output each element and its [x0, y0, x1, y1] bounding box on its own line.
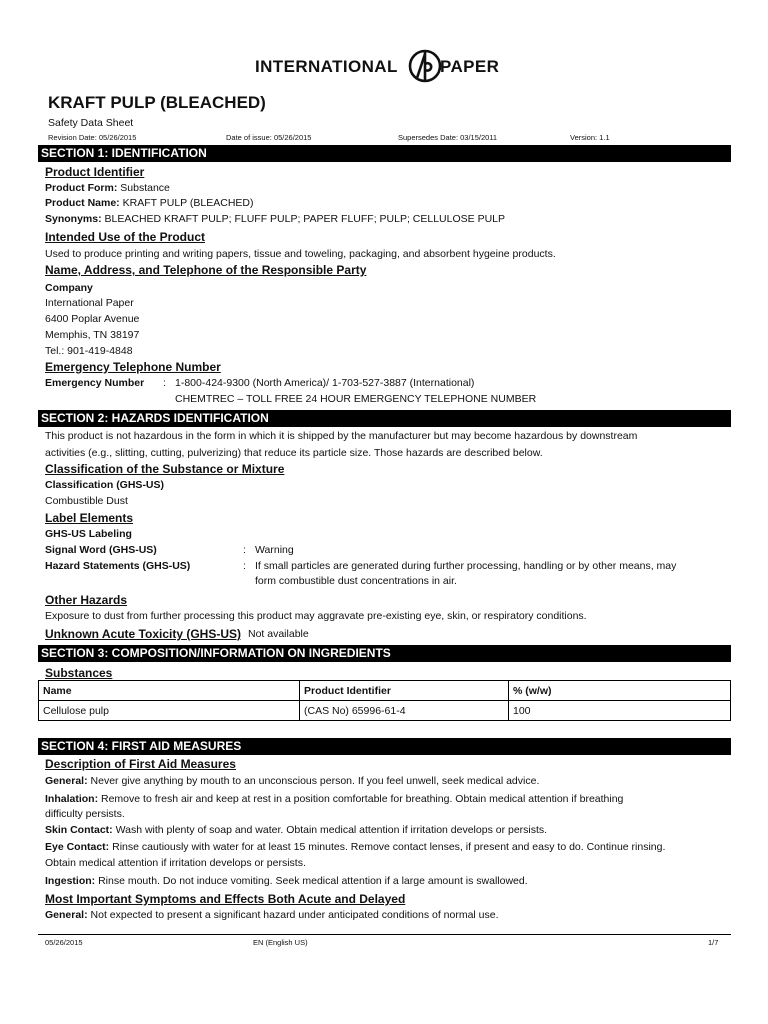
synonyms: Synonyms: BLEACHED KRAFT PULP; FLUFF PULP; PAPER FLUFF; PULP; CELLULOSE PULP	[45, 213, 506, 225]
first-aid-inhalation: Inhalation: Remove to fresh air and keep at rest in a position comfortable for breathing. Obtain medical attention if breathing	[45, 793, 624, 805]
ghs-labeling: GHS-US Labeling	[45, 528, 132, 540]
colon-separator: :	[163, 377, 166, 389]
section-3-header: SECTION 3: COMPOSITION/INFORMATION ON INGREDIENTS	[38, 645, 731, 662]
first-aid-eye-cont: Obtain medical attention if irritation develops or persists.	[45, 857, 306, 869]
logo-emblem-icon	[408, 46, 442, 86]
emergency-desc: CHEMTREC – TOLL FREE 24 HOUR EMERGENCY TELEPHONE NUMBER	[175, 393, 537, 405]
hazard-statement: If small particles are generated during further processing, handling or by other means, may	[255, 560, 677, 572]
signal-word-label: Signal Word (GHS-US)	[45, 544, 157, 556]
company-line: International Paper	[45, 297, 134, 309]
intended-use-text: Used to produce printing and writing papers, tissue and toweling, packaging, and absorbent hygeine products.	[45, 248, 556, 260]
symptoms-heading: Most Important Symptoms and Effects Both Acute and Delayed	[45, 892, 406, 906]
first-aid-skin: Skin Contact: Wash with plenty of soap and water. Obtain medical attention if irritation develops or persists.	[45, 824, 548, 836]
company-label: Company	[45, 282, 93, 294]
section-2-header: SECTION 2: HAZARDS IDENTIFICATION	[38, 410, 731, 427]
logo-text-paper: PAPER	[440, 57, 500, 76]
first-aid-general: General: Never give anything by mouth to an unconscious person. If you feel unwell, seek medical advice.	[45, 775, 540, 787]
substances-heading: Substances	[45, 666, 113, 680]
emergency-heading: Emergency Telephone Number	[45, 360, 221, 374]
other-hazards-heading: Other Hazards	[45, 593, 128, 607]
revision-date: Revision Date: 05/26/2015	[48, 133, 137, 142]
emergency-number: 1-800-424-9300 (North America)/ 1-703-527-3887 (International)	[175, 377, 475, 389]
first-aid-eye: Eye Contact: Rinse cautiously with water for at least 15 minutes. Remove contact lenses, if present and easy to do. Continue rinsing.	[45, 841, 666, 853]
first-aid-ingestion: Ingestion: Rinse mouth. Do not induce vomiting. Seek medical attention if a large amount is swallowed.	[45, 875, 528, 887]
document-type: Safety Data Sheet	[48, 117, 134, 129]
section-1-header: SECTION 1: IDENTIFICATION	[38, 145, 731, 162]
classification-label: Classification (GHS-US)	[45, 479, 165, 491]
footer-language: EN (English US)	[253, 938, 308, 947]
company-logo	[255, 46, 521, 86]
product-identifier-heading: Product Identifier	[45, 165, 145, 179]
hazard-statements-label: Hazard Statements (GHS-US)	[45, 560, 191, 572]
responsible-party-heading: Name, Address, and Telephone of the Responsible Party	[45, 263, 367, 277]
acute-toxicity-heading: Unknown Acute Toxicity (GHS-US)	[45, 627, 242, 641]
acute-toxicity-value: Not available	[248, 628, 309, 640]
label-elements-heading: Label Elements	[45, 511, 134, 525]
product-name: Product Name: KRAFT PULP (BLEACHED)	[45, 197, 254, 209]
footer-divider	[38, 934, 731, 935]
company-line: Memphis, TN 38197	[45, 329, 140, 341]
table-cell: Cellulose pulp	[39, 701, 300, 721]
table-row	[39, 701, 731, 721]
table-cell: (CAS No) 65996-61-4	[300, 701, 509, 721]
hazard-intro: This product is not hazardous in the form in which it is shipped by the manufacturer but may become hazardous by downstream	[45, 430, 638, 442]
issue-date: Date of issue: 05/26/2015	[226, 133, 312, 142]
section-4-header: SECTION 4: FIRST AID MEASURES	[38, 738, 731, 755]
table-cell: 100	[509, 701, 731, 721]
intended-use-heading: Intended Use of the Product	[45, 230, 206, 244]
first-aid-inhalation-cont: difficulty persists.	[45, 808, 125, 820]
logo-text-international: INTERNATIONAL	[255, 57, 398, 76]
hazard-intro: activities (e.g., slitting, cutting, pulverizing) that reduce its particle size. Those hazards are described below.	[45, 447, 543, 459]
table-header-cell: % (w/w)	[509, 681, 731, 701]
supersedes-date: Supersedes Date: 03/15/2011	[398, 133, 498, 142]
first-aid-heading: Description of First Aid Measures	[45, 757, 236, 771]
table-header-row	[39, 681, 731, 701]
emergency-label: Emergency Number	[45, 377, 145, 389]
hazard-statement: form combustible dust concentrations in air.	[255, 575, 457, 587]
ingredients-table	[38, 680, 731, 721]
product-title: KRAFT PULP (BLEACHED)	[48, 93, 266, 112]
symptoms-general: General: Not expected to present a significant hazard under anticipated conditions of normal use.	[45, 909, 499, 921]
footer-date: 05/26/2015	[45, 938, 83, 947]
other-hazards-text: Exposure to dust from further processing this product may aggravate pre-existing eye, skin, or respiratory conditions.	[45, 610, 587, 622]
table-header-cell: Product Identifier	[300, 681, 509, 701]
footer-page-number: 1/7	[708, 938, 719, 947]
signal-word-value: Warning	[255, 544, 294, 556]
version: Version: 1.1	[570, 133, 610, 142]
table-header-cell: Name	[39, 681, 300, 701]
colon-separator: :	[243, 560, 246, 572]
company-line: Tel.: 901-419-4848	[45, 345, 133, 357]
classification-value: Combustible Dust	[45, 495, 128, 507]
product-form: Product Form: Substance	[45, 182, 170, 194]
classification-heading: Classification of the Substance or Mixture	[45, 462, 285, 476]
colon-separator: :	[243, 544, 246, 556]
company-line: 6400 Poplar Avenue	[45, 313, 140, 325]
